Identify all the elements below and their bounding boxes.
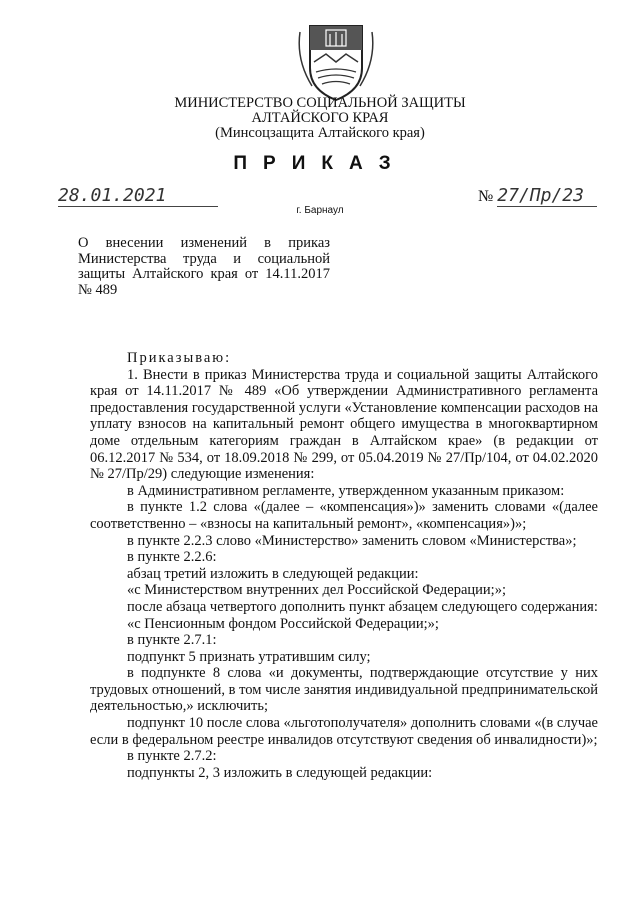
order-body xyxy=(90,350,598,781)
city-label: г. Барнаул xyxy=(296,205,344,216)
body-paragraph: в подпункте 8 слова «и документы, подтверждающие отсутствие у них трудовых отношений, в том числе занятия индивидуальной предпринимательской деятельностью,» исключить; xyxy=(90,665,598,715)
body-paragraph: в пункте 2.7.1: xyxy=(127,632,217,649)
body-paragraph: в пункте 2.2.3 слово «Министерство» заменить словом «Министерства»; xyxy=(127,532,577,549)
body-paragraph: абзац третий изложить в следующей редакции: xyxy=(127,565,419,582)
body-paragraph: после абзаца четвертого дополнить пункт абзацем следующего содержания: xyxy=(127,598,598,615)
order-number: 27/Пр/23 xyxy=(497,185,597,207)
body-paragraph: 1. Внести в приказ Министерства труда и социальной защиты Алтайского края от 14.11.2017 № 489 «Об утверждении Административного регламента предоставления государственной услуги «Установление компенсации расходов на уплату взносов на капитальный ремонт общего имущества в многоквартирном доме отдельным категориям граждан в Алтайском крае» (в редакции от 06.12.2017 № 534, от 18.09.2018 № 299, от 05.04.2019 № 27/Пр/104, от 04.02.2020 № 27/Пр/29) следующие изменения: xyxy=(90,366,598,483)
body-paragraph: «с Пенсионным фондом Российской Федерации;»; xyxy=(127,615,439,632)
body-paragraph: подпункты 2, 3 изложить в следующей редакции: xyxy=(127,764,433,781)
body-paragraph: «с Министерством внутренних дел Российской Федерации;»; xyxy=(127,582,506,599)
ministry-name-line2: АЛТАЙСКОГО КРАЯ xyxy=(251,110,389,126)
body-paragraph: в пункте 1.2 слова «(далее – «компенсация»)» заменить словами «(далее соответственно – «взносы на капитальный ремонт», «компенсация»)»; xyxy=(90,499,598,532)
order-number-block xyxy=(478,185,608,207)
order-subject: О внесении изменений в приказ Министерства труда и социальной защиты Алтайского края от 14.11.2017 № 489 xyxy=(78,235,330,298)
coat-of-arms-icon xyxy=(296,20,376,104)
number-prefix: № xyxy=(478,188,494,205)
body-paragraph: подпункт 10 после слова «льготополучателя» дополнить словами «(в случае если в федеральном реестре инвалидов отсутствуют сведения об инвалидности)»; xyxy=(90,715,598,748)
body-paragraph: в пункте 2.7.2: xyxy=(127,748,217,765)
order-lead: Приказываю: xyxy=(127,350,232,366)
document-type-title: ПРИКАЗ xyxy=(233,153,407,174)
body-paragraph: подпункт 5 признать утратившим силу; xyxy=(127,648,371,665)
body-paragraph: в пункте 2.2.6: xyxy=(127,549,217,566)
ministry-short-name: (Минсоцзащита Алтайского края) xyxy=(215,125,425,141)
ministry-name-line1: МИНИСТЕРСТВО СОЦИАЛЬНОЙ ЗАЩИТЫ xyxy=(174,95,466,111)
body-paragraph: в Административном регламенте, утвержденном указанным приказом: xyxy=(127,482,565,499)
order-date: 28.01.2021 xyxy=(58,185,218,207)
